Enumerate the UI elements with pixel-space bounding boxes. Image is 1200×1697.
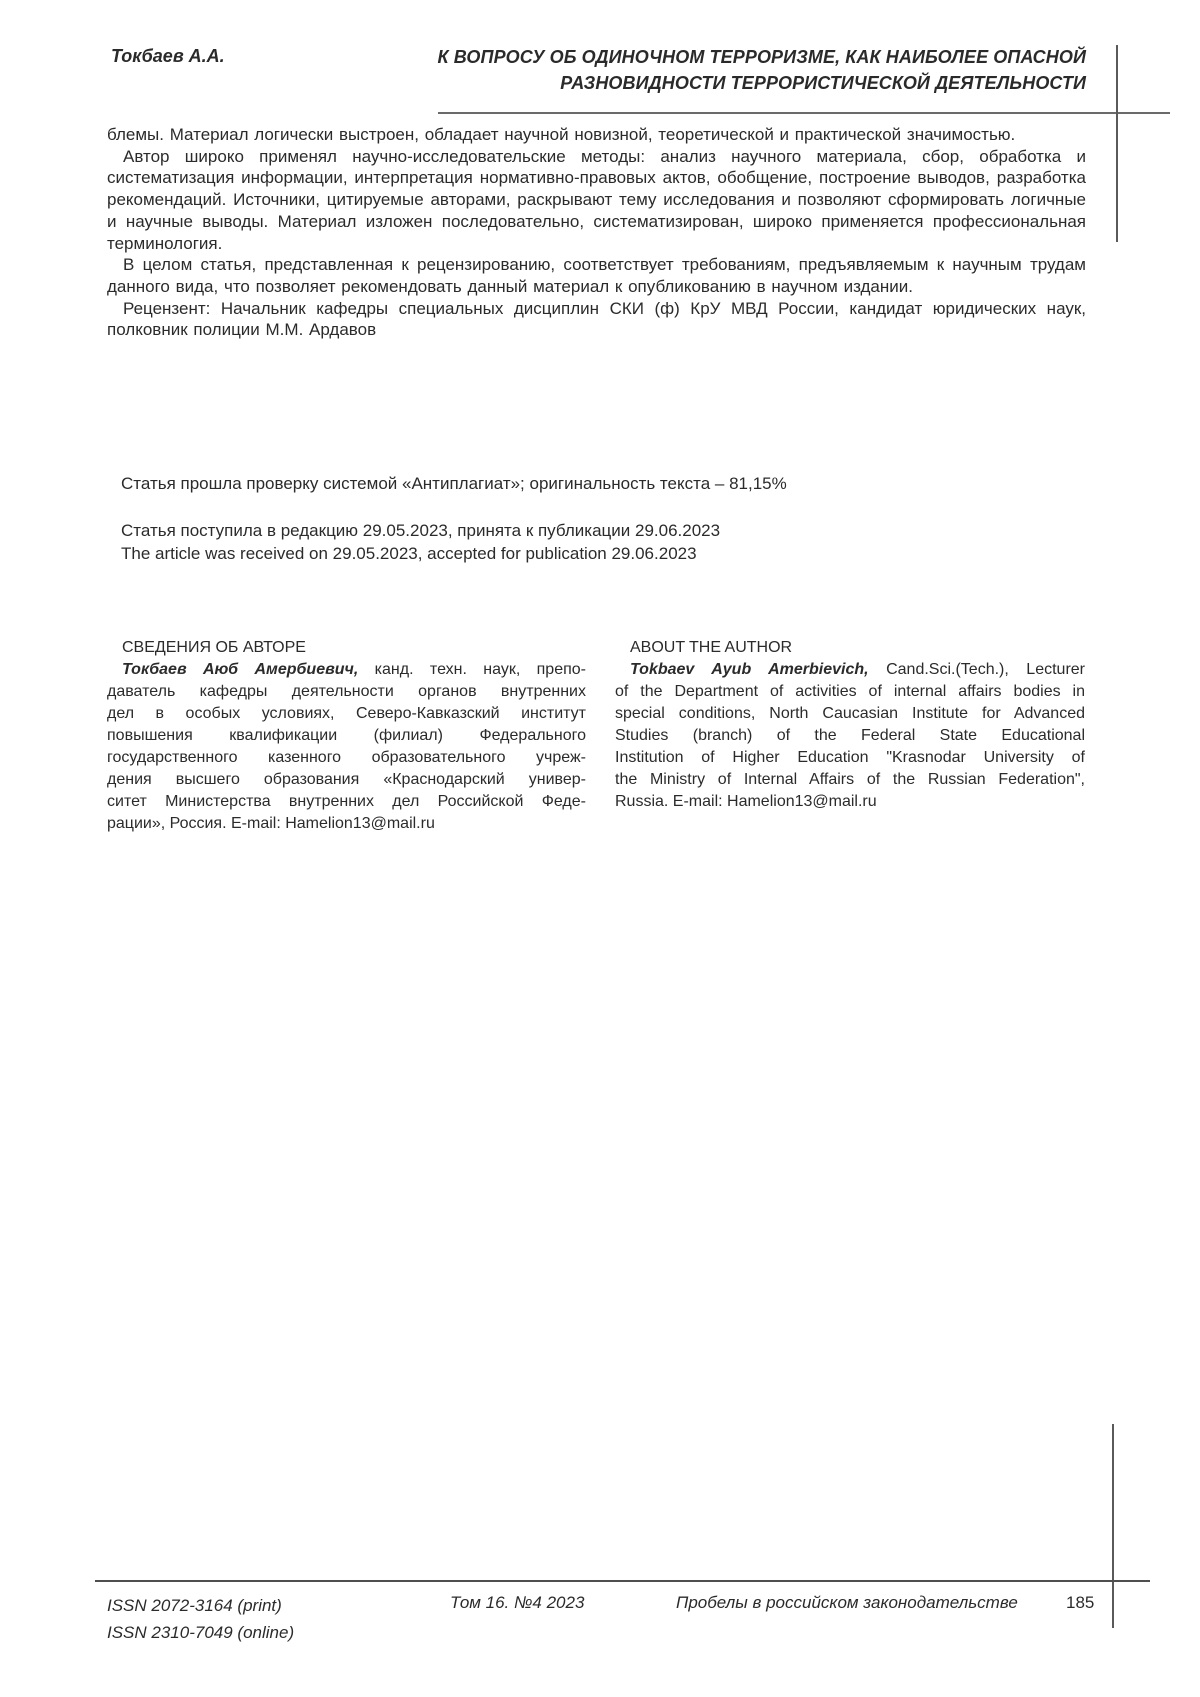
running-head-title-line2: РАЗНОВИДНОСТИ ТЕРРОРИСТИЧЕСКОЙ ДЕЯТЕЛЬНОСТИ: [560, 73, 1086, 93]
author-info-line: ситет Министерства внутренних дел Российской Феде-: [107, 793, 586, 810]
review-paragraph-reviewer: Рецензент: Начальник кафедры специальных дисциплин СКИ (ф) КрУ МВД России, кандидат юридических наук, полковник полиции М.М. Ардавов: [107, 298, 1086, 340]
author-info-line: the Ministry of Internal Affairs of the Russian Federation",: [615, 771, 1085, 788]
author-info-line: of the Department of activities of internal affairs bodies in: [615, 683, 1085, 700]
author-info-line: Studies (branch) of the Federal State Educational: [615, 727, 1085, 744]
footer-issn-print: ISSN 2072-3164 (print): [107, 1596, 282, 1615]
author-info-line: Tokbaev Ayub Amerbievich, Cand.Sci.(Tech.), Lecturer: [630, 661, 1085, 678]
footer-journal-title: Пробелы в российском законодательстве: [676, 1593, 1018, 1612]
author-info-heading: СВЕДЕНИЯ ОБ АВТОРЕ: [122, 639, 306, 656]
bottom-right-vertical-rule: [1112, 1424, 1114, 1628]
author-info-line: даватель кафедры деятельности органов внутренних: [107, 683, 586, 700]
author-info-line: Токбаев Аюб Амербиевич, канд. техн. наук, препо-: [122, 661, 586, 678]
review-text: [107, 124, 1086, 341]
received-dates: [121, 520, 1061, 565]
received-date-en: The article was received on 29.05.2023, accepted for publication 29.06.2023: [121, 543, 697, 563]
review-paragraph-conclusion: В целом статья, представленная к рецензированию, соответствует требованиям, предъявляемым к научным трудам данного вида, что позволяет рекомендовать данный материал к опубликованию в научном издании.: [107, 255, 1086, 296]
footer-page-number: 185: [1066, 1593, 1095, 1612]
author-info-line: special conditions, North Caucasian Institute for Advanced: [615, 705, 1085, 722]
author-name: Tokbaev Ayub Amerbievich,: [630, 661, 869, 678]
header-rule: [438, 112, 1170, 114]
footer-issn-online: ISSN 2310-7049 (online): [107, 1623, 295, 1642]
footer-volume: Том 16. №4 2023: [450, 1593, 585, 1612]
author-info-line: дения высшего образования «Краснодарский универ-: [107, 771, 586, 788]
top-right-vertical-rule: [1116, 45, 1118, 242]
author-info-heading: ABOUT THE AUTHOR: [630, 639, 793, 656]
author-name: Токбаев Аюб Амербиевич,: [122, 661, 359, 678]
running-head-title: [420, 44, 1086, 96]
footer-issn-block: [107, 1592, 294, 1646]
author-info-line: повышения квалификации (филиал) Федерального: [107, 727, 586, 744]
author-info-line: дел в особых условиях, Северо-Кавказский институт: [107, 705, 586, 722]
author-info-line: Russia. E-mail: Hamelion13@mail.ru: [615, 793, 877, 810]
review-paragraph-continuation: блемы. Материал логически выстроен, обладает научной новизной, теоретической и практической значимостью.: [107, 125, 1016, 144]
received-date-ru: Статья поступила в редакцию 29.05.2023, принята к публикации 29.06.2023: [121, 521, 721, 540]
running-head-author: Токбаев А.А.: [111, 46, 225, 66]
author-info-en: [615, 637, 1085, 813]
review-paragraph-methods: Автор широко применял научно-исследовательские методы: анализ научного материала, сбор, обработка и систематизация информации, интерпретация нормативно-правовых актов, обобщение, построение выводов, разработка рекомендаций. Источники, цитируемые авторами, раскрывают тему исследования и позволяют сформировать логичные и научные выводы. Материал изложен последовательно, систематизирован, широко применяется профессиональная терминология.: [107, 146, 1086, 253]
author-info-line: государственного казенного образовательного учреж-: [107, 749, 586, 766]
author-info-line: Institution of Higher Education "Krasnodar University of: [615, 749, 1085, 766]
running-head-title-line1: К ВОПРОСУ ОБ ОДИНОЧНОМ ТЕРРОРИЗМЕ, КАК НАИБОЛЕЕ ОПАСНОЙ: [437, 47, 1086, 67]
antiplagiat-note: Статья прошла проверку системой «Антиплагиат»; оригинальность текста – 81,15%: [121, 474, 787, 493]
footer-rule: [95, 1580, 1150, 1582]
author-info-ru: [107, 637, 586, 835]
author-info-line: рации», Россия. E-mail: Hamelion13@mail.ru: [107, 815, 435, 832]
